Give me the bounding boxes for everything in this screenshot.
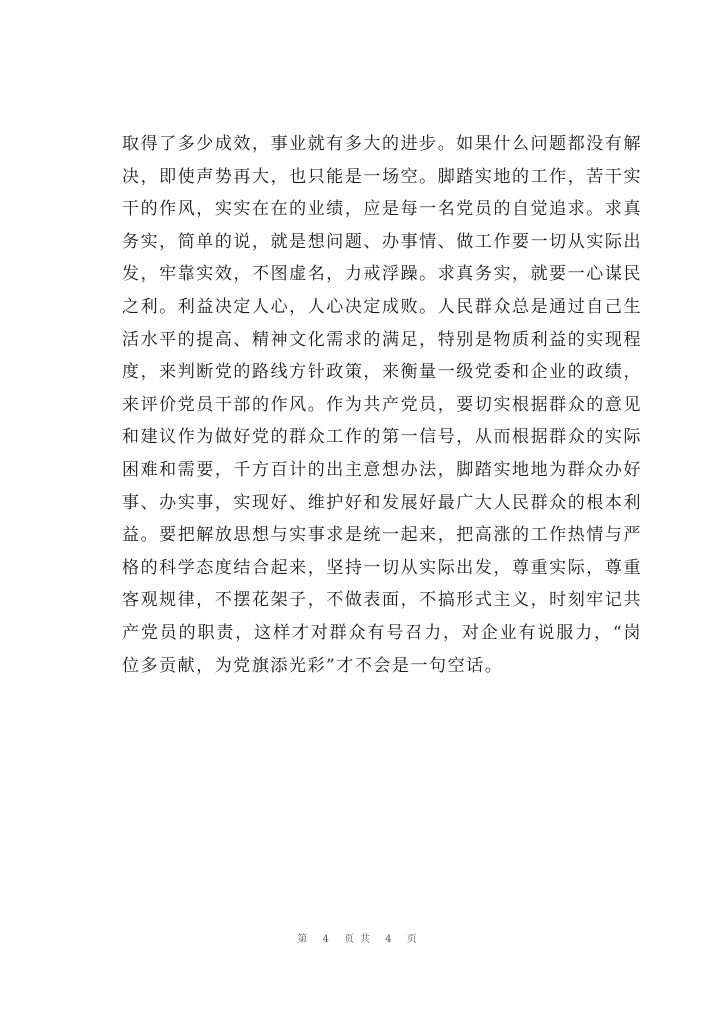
text-line: 干的作风，实实在在的业绩，应是每一名党员的自觉追求。求真 bbox=[122, 199, 642, 220]
text-line: 益。要把解放思想与实事求是统一起来，把高涨的工作热情与严 bbox=[122, 525, 642, 546]
text-line: 客观规律，不摆花架子，不做表面，不搞形式主义，时刻牢记共 bbox=[122, 590, 642, 611]
text-line: 来评价党员干部的作风。作为共产党员，要切实根据群众的意见 bbox=[122, 394, 642, 415]
text-line: 活水平的提高、精神文化需求的满足，特别是物质利益的实现程 bbox=[122, 329, 642, 350]
text-line: 和建议作为做好党的群众工作的第一信号，从而根据群众的实际 bbox=[122, 427, 642, 448]
text-line: 取得了多少成效，事业就有多大的进步。如果什么问题都没有解 bbox=[122, 134, 642, 154]
text-line: 决，即使声势再大，也只能是一场空。脚踏实地的工作，苦干实 bbox=[122, 166, 642, 187]
text-line: 发，牢靠实效，不图虚名，力戒浮躁。求真务实，就要一心谋民 bbox=[122, 264, 642, 285]
text-line: 度，来判断党的路线方针政策，来衡量一级党委和企业的政绩， bbox=[122, 362, 642, 383]
text-line: 产党员的职责，这样才对群众有号召力，对企业有说服力，“岗 bbox=[122, 622, 642, 643]
text-line: 务实，简单的说，就是想问题、办事情、做工作要一切从实际出 bbox=[122, 231, 642, 252]
text-line: 困难和需要，千方百计的出主意想办法，脚踏实地地为群众办好 bbox=[122, 459, 642, 480]
text-line: 之利。利益决定人心，人心决定成败。人民群众总是通过自己生 bbox=[122, 296, 642, 317]
text-line: 位多贡献，为党旗添光彩”才不会是一句空话。 bbox=[122, 655, 504, 676]
text-line: 格的科学态度结合起来，坚持一切从实际出发，尊重实际，尊重 bbox=[122, 557, 642, 578]
page-footer: 第 4 页共 4 页 bbox=[297, 934, 423, 945]
body-text bbox=[122, 128, 642, 682]
text-line: 事、办实事，实现好、维护好和发展好最广大人民群众的根本利 bbox=[122, 492, 642, 513]
